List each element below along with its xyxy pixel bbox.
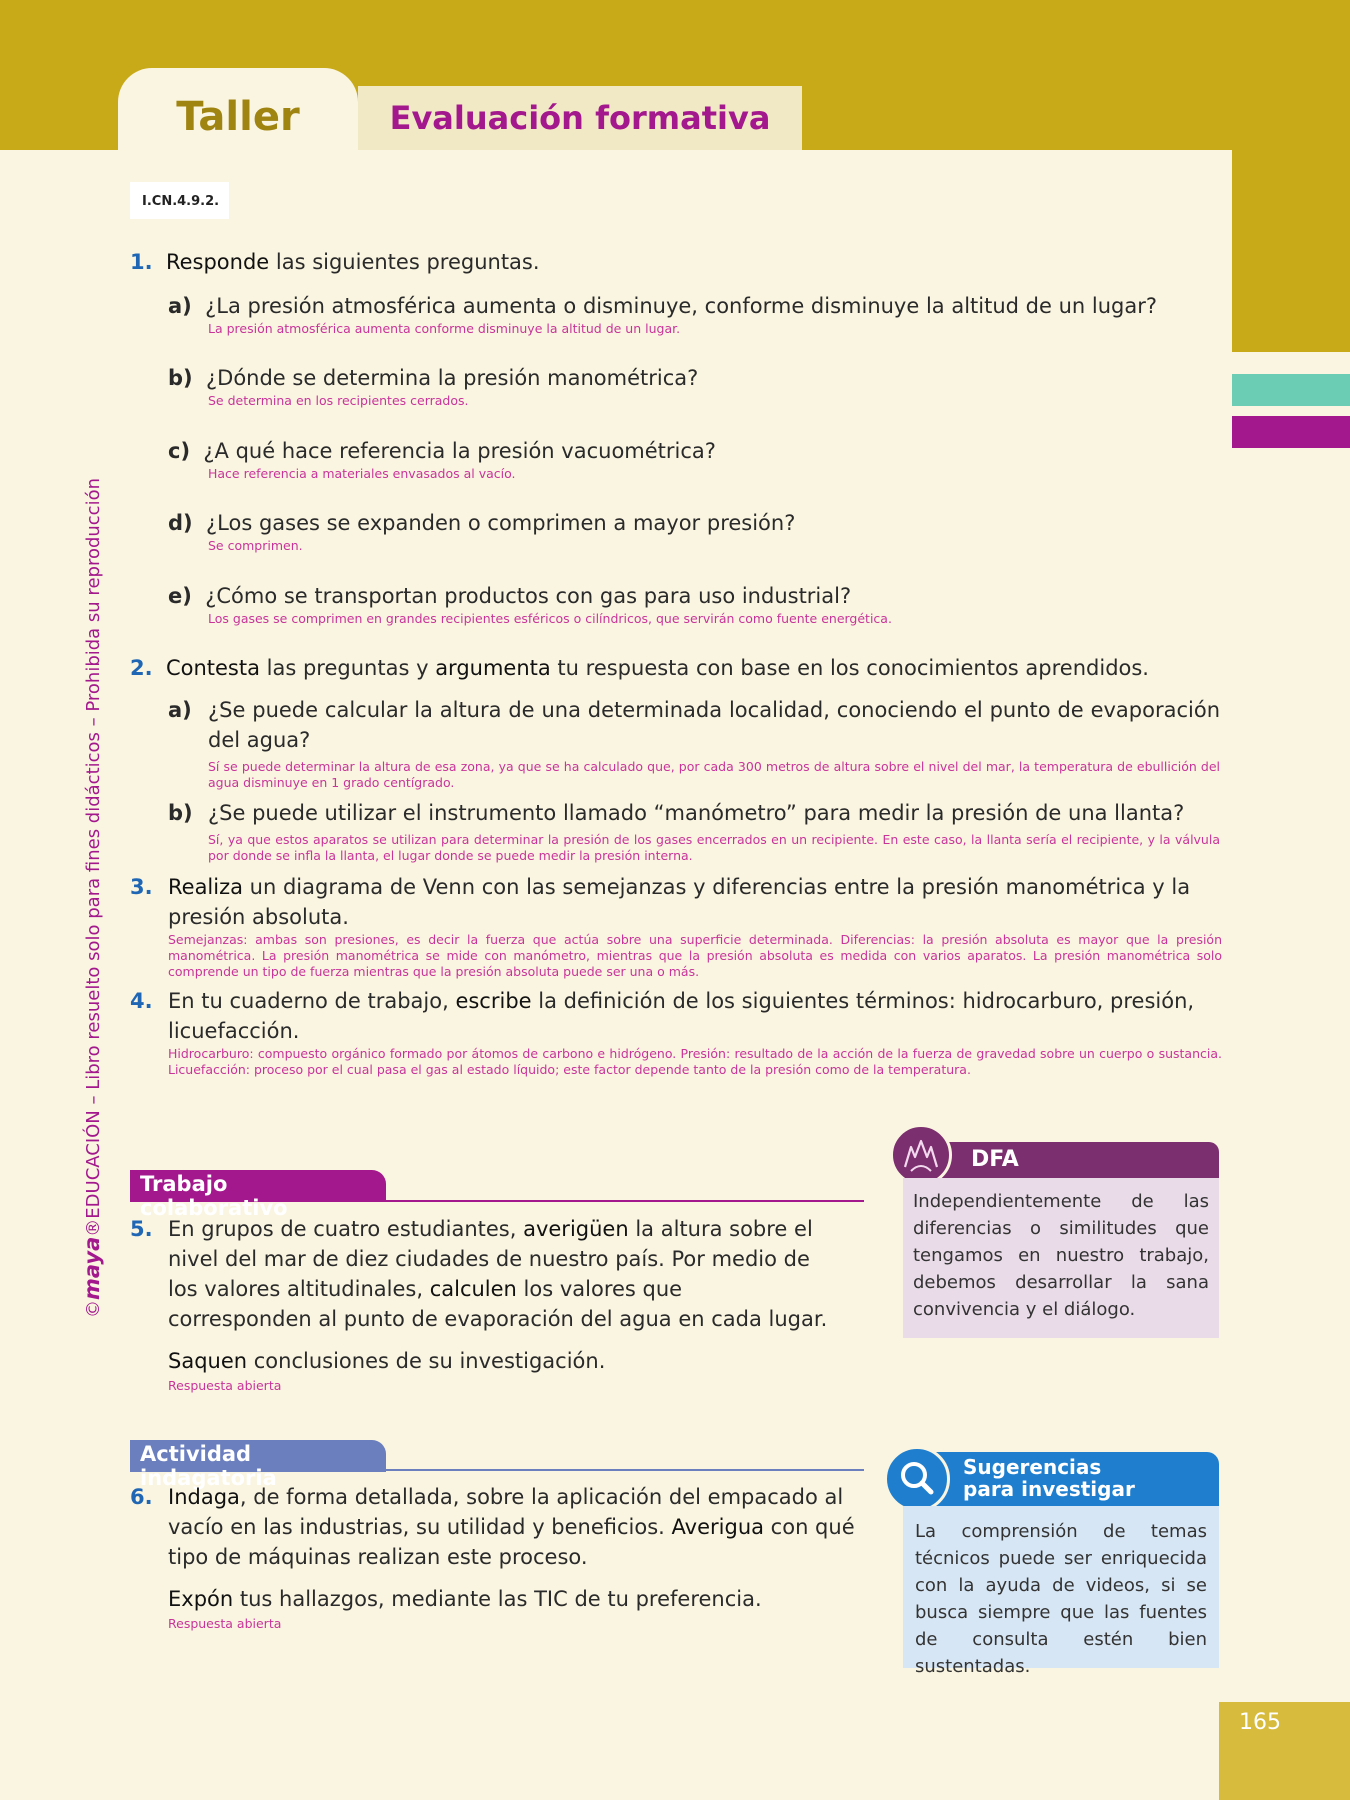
magnifier-icon [884, 1446, 950, 1512]
sugerencias-body: La comprensión de temas técnicos puede ser enriquecida con la ayuda de videos, si se busca siempre que las fuentes de consulta estén bien sustentadas. [903, 1506, 1219, 1668]
dfa-title: DFA [971, 1147, 1019, 1172]
trabajo-colaborativo-heading: Trabajo colaborativo [130, 1170, 386, 1202]
answer-4: Hidrocarburo: compuesto orgánico formado por átomos de carbono e hidrógeno. Presión: resultado de la acción de la fuerza de gravedad sobre un cuerpo o sustancia. Licuefacción: proceso por el cual pasa el gas al estado líquido; este factor depende tanto de la presión como de la temperatura. [168, 1046, 1222, 1077]
mint-tab-marker [1232, 374, 1350, 406]
copyright-vertical-text: ©maya®EDUCACIÓN – Libro resuelto solo para fines didácticos – Prohibida su reproducción [80, 477, 104, 1318]
tab-evaluacion-formativa: Evaluación formativa [358, 86, 802, 150]
dfa-body: Independientemente de las diferencias o similitudes que tengamos en nuestro trabajo, debemos desarrollar la sana convivencia y el diálogo. [903, 1178, 1219, 1338]
answer-1b: Se determina en los recipientes cerrados. [208, 393, 469, 408]
question-2b: b) ¿Se puede utilizar el instrumento llamado “manómetro” para medir la presión de una llanta? Sí, ya que estos aparatos se utilizan para determinar la presión de los gases encerrados en un recipiente. En este caso, la llanta sería el recipiente, y la válvula por donde se infla la llanta, el lugar donde se puede medir la presión interna. [168, 801, 1220, 863]
curriculum-code: I.CN.4.9.2. [130, 182, 229, 219]
page-number: 165 [1239, 1710, 1281, 1735]
question-4: 4. En tu cuaderno de trabajo, escribe la definición de los siguientes términos: hidrocarburo, presión, licuefacción. Hidrocarburo: compuesto orgánico formado por átomos de carbono e hidrógeno. Presión: resultado de la acción de la fuerza de gravedad sobre un cuerpo o sustancia. Licuefacción: proceso por el cual pasa el gas al estado líquido; este factor depende tanto de la presión como de la temperatura. [130, 989, 1222, 1077]
sugerencias-title-line2: para investigar [963, 1477, 1135, 1501]
magenta-tab-marker [1232, 416, 1350, 448]
sugerencias-header [903, 1452, 1219, 1506]
question-1: 1. Responde las siguientes preguntas. [130, 250, 540, 274]
answer-5: Respuesta abierta [168, 1378, 282, 1393]
question-5: 5. En grupos de cuatro estudiantes, averigüen la altura sobre el nivel del mar de diez ciudades de nuestro país. Por medio de los valores altitudinales, calculen los valores que corresponden al punto de evaporación del agua en cada lugar. Saquen conclusiones de su investigación. Respuesta abierta [130, 1214, 830, 1394]
answer-6: Respuesta abierta [168, 1616, 282, 1631]
actividad-indagatoria-heading: Actividad indagatoria [130, 1440, 386, 1472]
answer-1d: Se comprimen. [208, 538, 303, 553]
sugerencias-title-line1: Sugerencias [963, 1455, 1102, 1479]
question-2a: a) ¿Se puede calcular la altura de una determinada localidad, conociendo el punto de evaporación del agua? Sí se puede determinar la altura de esa zona, ya que se ha calculado que, por cada 300 metros de altura sobre el nivel del mar, la temperatura de ebullición del agua disminuye en 1 grado centígrado. [168, 698, 1220, 790]
question-1a: a) ¿La presión atmosférica aumenta o disminuye, conforme disminuye la altitud de un lugar? La presión atmosférica aumenta conforme disminuye la altitud de un lugar. [168, 291, 1228, 337]
question-6: 6. Indaga, de forma detallada, sobre la aplicación del empacado al vacío en las industrias, su utilidad y beneficios. Averigua con qué tipo de máquinas realizan este proceso. Expón tus hallazgos, mediante las TIC de tu preferencia. Respuesta abierta [130, 1482, 870, 1632]
question-1e: e) ¿Cómo se transportan productos con gas para uso industrial? Los gases se comprimen en grandes recipientes esféricos o cilíndricos, que servirán como fuente energética. [168, 581, 1228, 627]
answer-3: Semejanzas: ambas son presiones, es decir la fuerza que actúa sobre una superficie determinada. Diferencias: la presión absoluta es mayor que la presión manométrica. La presión manométrica se mide con manómetro, mientras que la presión absoluta es medida con varios aparatos. La presión manométrica solo comprende un tipo de fuerza mientras que la presión absoluta puede ser una o más. [168, 932, 1222, 979]
actividad-divider [386, 1469, 864, 1471]
tab-taller: Taller [118, 68, 358, 156]
question-1c: c) ¿A qué hace referencia la presión vacuométrica? Hace referencia a materiales envasados al vacío. [168, 436, 1228, 482]
question-3: 3. Realiza un diagrama de Venn con las semejanzas y diferencias entre la presión manométrica y la presión absoluta. Semejanzas: ambas son presiones, es decir la fuerza que actúa sobre una superficie determinada. Diferencias: la presión absoluta es mayor que la presión manométrica. La presión manométrica se mide con manómetro, mientras que la presión absoluta es medida con varios aparatos. La presión manométrica solo comprende un tipo de fuerza mientras que la presión absoluta puede ser una o más. [130, 875, 1222, 979]
answer-1c: Hace referencia a materiales envasados al vacío. [208, 466, 516, 481]
dfa-icon [890, 1124, 952, 1186]
answer-2a: Sí se puede determinar la altura de esa zona, ya que se ha calculado que, por cada 300 metros de altura sobre el nivel del mar, la temperatura de ebullición del agua disminuye en 1 grado centígrado. [208, 759, 1220, 790]
right-banner [1232, 0, 1350, 352]
question-1d: d) ¿Los gases se expanden o comprimen a mayor presión? Se comprimen. [168, 508, 1228, 554]
question-2: 2. Contesta las preguntas y argumenta tu respuesta con base en los conocimientos aprendidos. [130, 656, 1149, 680]
answer-2b: Sí, ya que estos aparatos se utilizan para determinar la presión de los gases encerrados en un recipiente. En este caso, la llanta sería el recipiente, y la válvula por donde se infla la llanta, el lugar donde se puede medir la presión interna. [208, 832, 1220, 863]
answer-1e: Los gases se comprimen en grandes recipientes esféricos o cilíndricos, que servirán como fuente energética. [208, 611, 892, 626]
answer-1a: La presión atmosférica aumenta conforme disminuye la altitud de un lugar. [208, 321, 681, 336]
question-1b: b) ¿Dónde se determina la presión manométrica? Se determina en los recipientes cerrados. [168, 363, 1228, 409]
trabajo-divider [386, 1200, 864, 1202]
